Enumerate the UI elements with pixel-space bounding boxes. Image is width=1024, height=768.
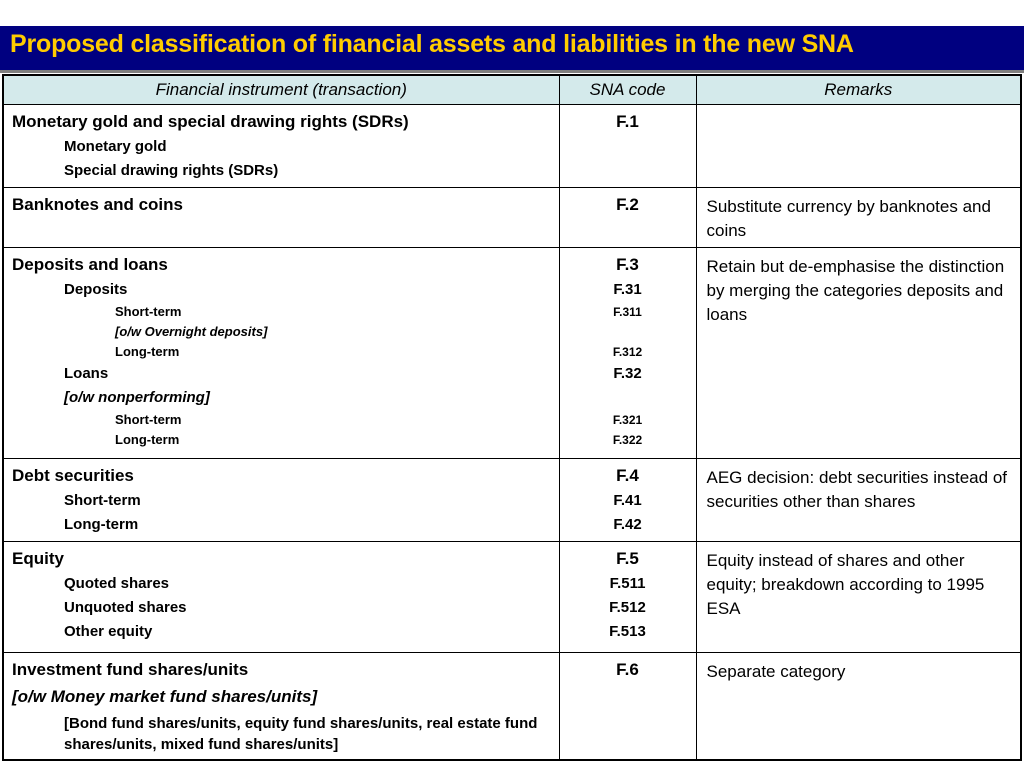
- table-row: [3, 542, 1021, 653]
- remarks-cell: Substitute currency by banknotes and coins: [696, 188, 1021, 248]
- sub-instrument-label: Short-term: [64, 492, 141, 509]
- title-bar: [0, 26, 1024, 70]
- sna-code: F.6: [616, 660, 639, 679]
- table-row: [3, 248, 1021, 459]
- sub-sna-code: F.41: [613, 492, 642, 509]
- instrument-cell: [3, 188, 559, 248]
- code-cell: [559, 459, 696, 542]
- code-cell: [559, 542, 696, 653]
- sna-code: F.2: [616, 195, 639, 214]
- empty-code: [560, 322, 696, 342]
- sub-instrument-label: Short-term: [115, 412, 182, 427]
- instrument-cell: [3, 105, 559, 188]
- sub-sna-code: F.311: [613, 305, 642, 319]
- table-row: [3, 459, 1021, 542]
- remarks-cell: Separate category: [696, 653, 1021, 761]
- sub-sna-code: F.513: [609, 623, 646, 640]
- sna-code: F.1: [616, 112, 639, 131]
- sub-instrument-label: Unquoted shares: [64, 599, 187, 616]
- table-row: [3, 653, 1021, 761]
- sub-sna-code: F.322: [612, 433, 643, 447]
- code-cell: [559, 248, 696, 459]
- sub-sna-code: F.321: [612, 413, 643, 427]
- instrument-cell: [3, 459, 559, 542]
- sub-sna-code: F.42: [613, 516, 642, 533]
- title-divider: [0, 70, 1024, 73]
- instrument-label: Debt securities: [12, 466, 134, 485]
- sub-sna-code: F.312: [612, 345, 643, 359]
- header-row: [3, 75, 1021, 105]
- header-remarks: Remarks: [696, 75, 1021, 105]
- header-sna-code: SNA code: [559, 75, 696, 105]
- sub-instrument-label: Long-term: [115, 344, 180, 359]
- sna-code: F.5: [616, 549, 639, 568]
- header-instrument: Financial instrument (transaction): [3, 75, 559, 105]
- instrument-label: Banknotes and coins: [12, 195, 183, 214]
- remarks-cell: [696, 105, 1021, 188]
- table-row: [3, 188, 1021, 248]
- sub-instrument-label: Special drawing rights (SDRs): [64, 162, 279, 179]
- sub-instrument-label: Long-term: [64, 516, 139, 533]
- instrument-label: Investment fund shares/units: [12, 660, 249, 679]
- slide-title: Proposed classification of financial assets and liabilities in the new SNA: [10, 30, 854, 58]
- sna-code: F.3: [616, 255, 639, 274]
- code-cell: [559, 188, 696, 248]
- sub-instrument-label: Long-term: [115, 432, 180, 447]
- sub-sna-code: F.32: [613, 365, 642, 382]
- sub-sna-code: F.512: [609, 599, 646, 616]
- instrument-label: Deposits and loans: [12, 255, 168, 274]
- sub-sna-code: F.31: [613, 281, 642, 298]
- sub-instrument-label: [o/w Overnight deposits]: [115, 324, 268, 339]
- classification-table: [2, 74, 1022, 761]
- instrument-cell: [3, 653, 559, 761]
- remarks-cell: Equity instead of shares and other equity; breakdown according to 1995 ESA: [696, 542, 1021, 653]
- instrument-label: Equity: [12, 549, 64, 568]
- sub-instrument-label: [o/w nonperforming]: [64, 389, 210, 406]
- code-cell: [559, 105, 696, 188]
- sub-instrument-label: Loans: [64, 365, 109, 382]
- remarks-cell: AEG decision: debt securities instead of securities other than shares: [696, 459, 1021, 542]
- sub-instrument-label: Quoted shares: [64, 575, 170, 592]
- sub-instrument-label: [o/w Money market fund shares/units]: [12, 687, 318, 706]
- instrument-cell: [3, 542, 559, 653]
- sub-sna-code: F.511: [609, 575, 646, 592]
- table-row: [3, 105, 1021, 188]
- remarks-cell: Retain but de-emphasise the distinction by merging the categories deposits and loans: [696, 248, 1021, 459]
- sub-instrument-label: Deposits: [64, 281, 128, 298]
- sub-instrument-label: Monetary gold: [64, 138, 167, 155]
- code-cell: [559, 653, 696, 761]
- sna-code: F.4: [616, 466, 639, 485]
- sub-instrument-label: Short-term: [115, 304, 182, 319]
- instrument-cell: [3, 248, 559, 459]
- instrument-label: Monetary gold and special drawing rights (SDRs): [12, 112, 409, 131]
- sub-instrument-label: Other equity: [64, 623, 153, 640]
- sub-instrument-label: [Bond fund shares/units, equity fund shares/units, real estate fund shares/units, mixed fund shares/units]: [64, 715, 538, 753]
- empty-code: [560, 386, 696, 410]
